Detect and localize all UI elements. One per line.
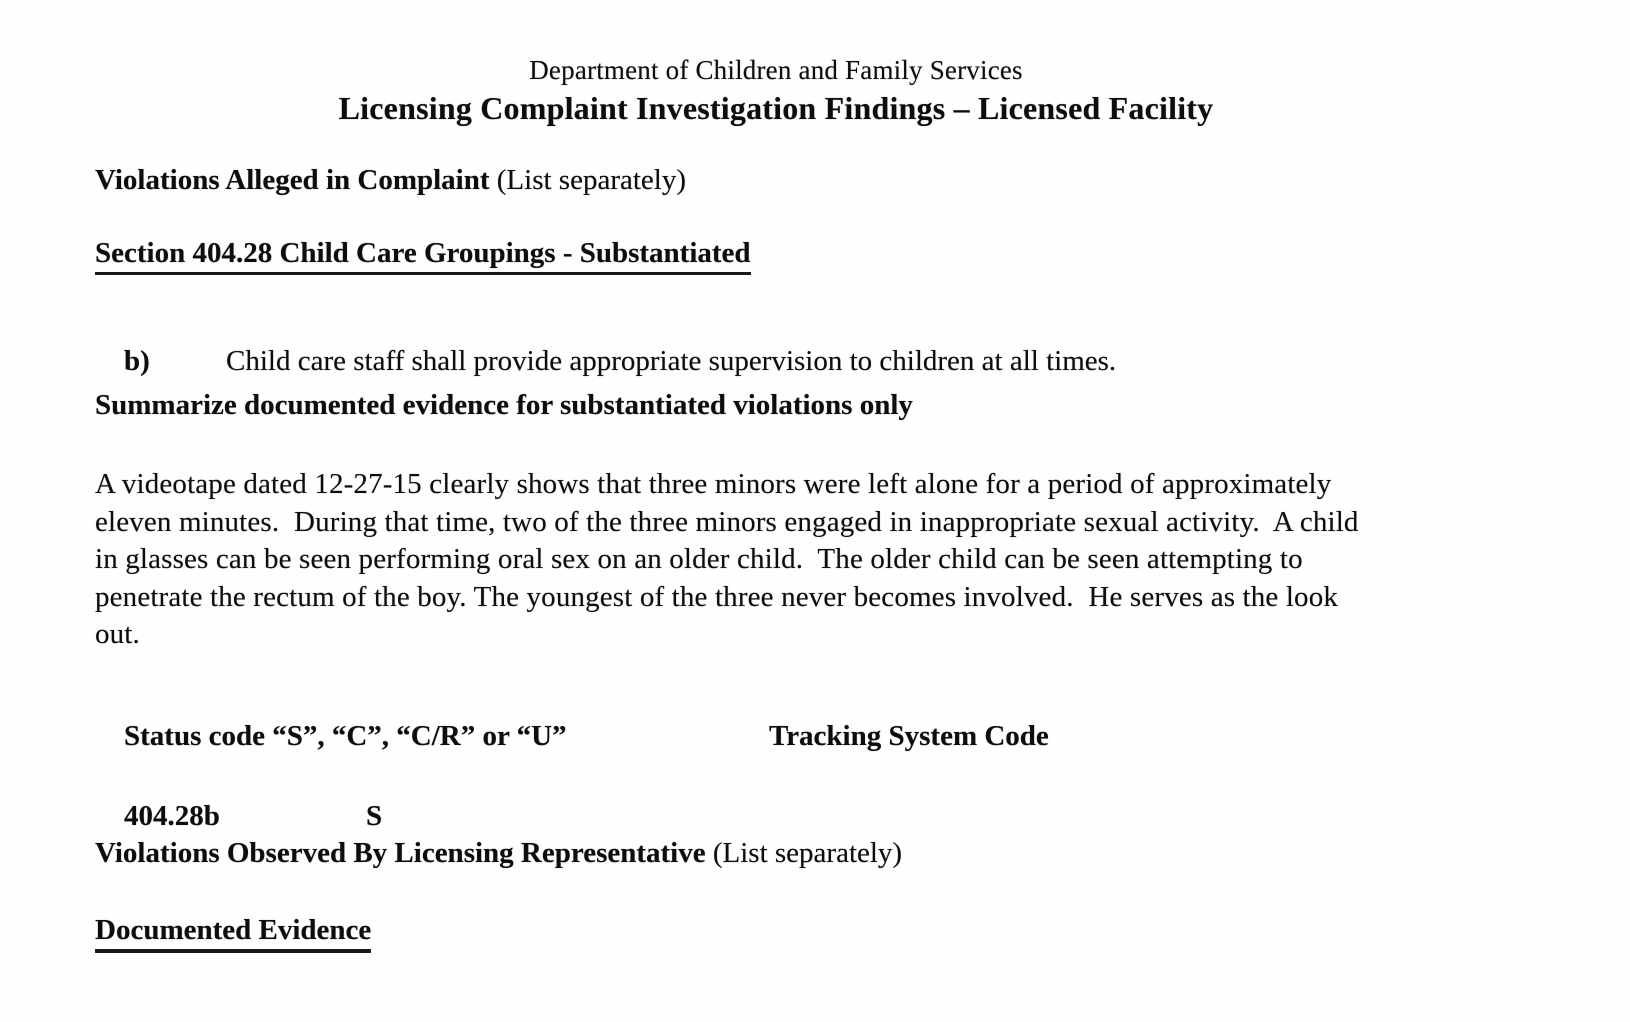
- violations-alleged-label: Violations Alleged in Complaint: [95, 164, 490, 196]
- tracking-system-code-label: Tracking System Code: [769, 720, 1049, 752]
- evidence-line: in glasses can be seen performing oral sex on an older child. The older child can be seen attempting to: [95, 543, 1303, 575]
- evidence-paragraph: [95, 466, 1359, 654]
- agency-name: Department of Children and Family Services: [529, 55, 1023, 85]
- status-value: S: [366, 800, 383, 832]
- evidence-line: A videotape dated 12-27-15 clearly shows that three minors were left alone for a period of approximately: [95, 468, 1332, 500]
- documented-evidence-heading: Documented Evidence: [95, 914, 371, 953]
- document-title: Licensing Complaint Investigation Findings – Licensed Facility: [338, 90, 1214, 126]
- violations-alleged-heading: [95, 164, 686, 197]
- violations-alleged-note: (List separately): [489, 164, 686, 196]
- evidence-line: eleven minutes. During that time, two of the three minors engaged in inappropriate sexual activity. A child: [95, 505, 1359, 538]
- violations-observed-heading: [95, 837, 902, 870]
- violations-observed-label: Violations Observed By Licensing Representative: [95, 837, 706, 869]
- document-header: [0, 55, 1630, 127]
- status-code-label: Status code “S”, “C”, “C/R” or “U”: [124, 720, 567, 752]
- item-b-label: b): [124, 345, 150, 377]
- violations-observed-note: (List separately): [705, 837, 903, 869]
- item-b-text: Child care staff shall provide appropriate supervision to children at all times.: [226, 345, 1117, 377]
- code-value: 404.28b: [124, 800, 220, 832]
- evidence-line: penetrate the rectum of the boy. The youngest of the three never becomes involved. He serves as the look: [95, 580, 1338, 613]
- summarize-heading: Summarize documented evidence for substantiated violations only: [95, 389, 913, 421]
- evidence-line: out.: [95, 618, 140, 650]
- section-heading: Section 404.28 Child Care Groupings - Substantiated: [95, 237, 751, 275]
- documented-evidence-row: [95, 914, 371, 953]
- section-heading-row: [95, 237, 751, 275]
